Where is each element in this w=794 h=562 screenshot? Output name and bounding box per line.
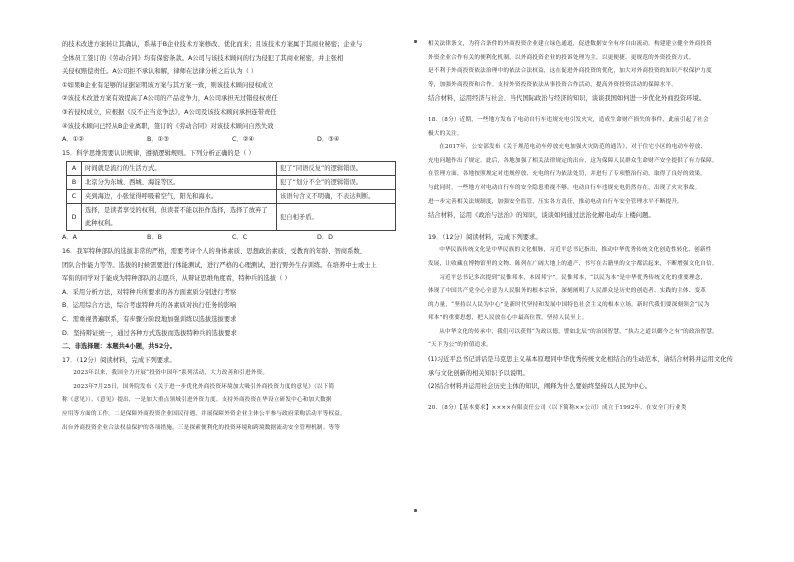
text-line: (1)习近平总书记讲话是马克思主义基本原理同中华优秀传统文化相结合的生动范本，请结合材料并运用文化传 [428, 356, 733, 364]
row-key: A [67, 162, 82, 176]
q18-title: 18．（8分）近期，一些地方发布了电动自行车违规充电引发火灾，造成生命财产损失的事件，此前引起了社会 [428, 116, 709, 123]
row-text: 夹到海边，小张觉得呼吸着空气，阳光和海水。 [82, 190, 277, 204]
text-line: 在2017年，公安部发布《关于规范电动车停放充电加强火灾防范的通告》，对于住宅小区的电动车停放、 [439, 144, 707, 151]
q18-body [428, 141, 734, 209]
q15-table [66, 161, 396, 231]
right-column [428, 38, 734, 415]
binding-mark [414, 509, 417, 512]
q16-text [62, 245, 402, 286]
text-line: 关侵权赔偿责任。A公司拒不承认和解，律师在法律分析之后认为（ ） [62, 68, 258, 76]
text-line: 习近平总书记多次提到“民惟邦本，本固邦宁”。民惟邦本，“以民为本”是中华优秀传统文化的重要理念， [439, 274, 707, 281]
q19-questions [428, 353, 734, 394]
option: A．①② [62, 136, 84, 144]
row-text: 时间就是流行的生活方式。 [82, 162, 277, 176]
q14-intro [62, 38, 402, 79]
list-item: C．需重视普遍联系，有步骤分阶段地加强训练以选拔选拔要求 [62, 315, 237, 323]
text-line: 体现了中国共产党全心全意为人民服务的根本宗旨，深刻阐明了人民群众是历史的创造者、实践的主体、变革 [428, 288, 707, 295]
text-line: 军衔的同学对于能成为特种部队的志愿兵，从辩证思维角度看，特种兵的选拔（ ） [62, 275, 291, 283]
text-line: 是不利于外商投资依法治理中的依法合法权益，这在促进外商投资的优化，加大对外商投资的知识产权保护力度 [428, 68, 712, 75]
q18-question: 结合材料，运用《政治与法治》的知识，谈谈如何通过法治化解电动车上楼问题。 [428, 212, 655, 220]
text-line: 2023年以来，我国全力开展“投资中国年”系列活动，大力改善和引进外资。 [73, 370, 269, 377]
text-line: 2023年7月25日，国务院发布《关于进一步优化外商投资环境加大吸引外商投资力度的意见》（以下简 [73, 383, 335, 390]
option: C．②④ [232, 136, 254, 144]
list-item: ③若侵权成立，应根据《反不正当竞争法》，A公司及该技术顾问承担连带责任 [62, 108, 277, 116]
q19-body [428, 244, 734, 353]
q20-title: 20．（8分）【基本要求】××××有限责任公司（以下简称××公司）成立于1992年，在安全门行业类 [428, 404, 687, 411]
row-key: D [67, 204, 82, 231]
text-line: 邦本”的重要思想，把人民放在心中最高位置，坚持人民至上。 [428, 315, 588, 322]
list-item: ②该技术改进方案有效提高了A公司的产品竞争力，A公司承担无过错侵权责任 [62, 95, 278, 103]
list-item: D．坚持辩证统一，通过各种方式选拔而选拔特种兵的选拔要求 [62, 329, 237, 337]
text-line: 全体员工签订的《劳动合同》均有保密条款。A公司与该技术顾问的行为侵犯了其商业秘密，并主张相 [62, 54, 344, 62]
q15-options [62, 231, 402, 245]
q15-title: 15．科学思维需要认识规律，遵循逻辑规则。下列分析正确的是（ ） [62, 149, 255, 157]
list-item: A．采用分析方法，对特种兵所要求的各方面素质分别进行考察 [62, 288, 237, 296]
q14-options [62, 133, 402, 147]
row-key: B [67, 176, 82, 190]
option: D．③④ [317, 136, 340, 144]
text-line: (2)结合材料并运用社会历史主体的知识，阐释为什么要始终坚持以人民为中心。 [428, 383, 652, 391]
q17-title: 17．（12分）阅读材料，完成下列要求。 [62, 356, 176, 364]
q14-items [62, 79, 402, 133]
text-line: 16．我军特种部队的选拔非常的严格，需要考评个人的身体素质、思想政治素质、受教育的年龄、智商系数、 [62, 247, 366, 255]
q17-question: 结合材料，运用经济与社会、当代国际政治与经济的知识，谈谈我国如何进一步优化外商投资环境。 [428, 95, 706, 103]
table-row [67, 162, 396, 176]
option: A．A [62, 234, 77, 242]
row-judge: 犯自相矛盾。 [277, 204, 396, 231]
text-line: 等，加强外商投资和合作。支持外资投资依法从事投资合作活动，提高外资投资活动的保障水平。 [428, 81, 678, 88]
option: C．C [232, 234, 248, 242]
text-line: 与此同时，一些地方对电动自行车的安全隐患重视不够，电动自行车违规充电仍然存在，出现了火灾事故。 [428, 184, 701, 191]
table-row [67, 190, 396, 204]
text-line: 中华民族传统文化是中华民族的文化根脉，习近平总书记指出，推动中华优秀传统文化创造性转化、创新性 [439, 247, 712, 254]
text-line: 外资企业合作有关的便利化机制，以外商投资企业的投诉处理为主，以更便捷、更规范的外资投资方式。 [428, 54, 695, 61]
table-row [67, 176, 396, 190]
text-line: 从中华文化的传承中，我们可以获得“为政以德，譬如北辰”的治国智慧，“执古之道以御今之有”的政治智慧， [439, 328, 718, 335]
row-key: C [67, 190, 82, 204]
text-line: 出台外商投资企业合法权益保护的各项措施。三是探索便利化的投资环境和跨境数据流动安全管理机制。等等 [62, 424, 341, 431]
text-line: 承与文化创新的相关知识予以说明。 [428, 369, 529, 377]
text-line: 的力量，“坚持以人民为中心”是新时代坚持和发展中国特色社会主义的根本立场。新时代我们要深刻领会“民为 [428, 301, 710, 308]
option: B．B [147, 234, 162, 242]
row-judge: 该语句含义不明确，不表达判断。 [277, 190, 396, 204]
q17-body [62, 367, 402, 435]
q16-items [62, 286, 402, 340]
text-line: 在管理方面，各地按照规定对违规停放、充电的行为依法处罚，并进行了专项整治行动，取得了良好的效果。 [428, 171, 707, 178]
section-heading: 二、非选择题：本题共4小题，共52分。 [62, 343, 176, 351]
q19-title: 19．（12分）阅读材料，完成下列要求。 [428, 233, 542, 241]
option: D．D [317, 234, 333, 242]
text-line: 称《意见》）。《意见》提出，一是加大重点领域引进外资力度。支持外商投资在华设立研发中心和加大数据 [62, 397, 332, 404]
text-line: 进一步完善相关法规制度，加强安全监管，压实各方责任，推动电动自行车安全管理水平不断提升。 [428, 198, 683, 205]
q17-continued [428, 38, 734, 92]
q18-subtitle: 极大的关注。 [428, 130, 463, 137]
text-line: 相关法律条文，为符合条件的外商投资企业建立绿色通道，促进数据安全有序自由流动。构建建立健全外商投资 [428, 41, 712, 47]
row-text: 选择，是读者享受的权利，但读者不能以拒作选择，选择了放弃了此种权利。 [82, 204, 277, 231]
text-line: 的技术改进方案转让其确认，系基于B企业技术方案修改、优化而来；且该技术方案属于其商业秘密；企业与 [62, 41, 363, 48]
row-judge: 犯了“划分不全”的逻辑错误。 [277, 176, 396, 190]
left-column [62, 38, 402, 435]
text-line: “天下为公”的价值追求。 [428, 342, 493, 349]
row-text: 北京分为东城、西城、海淀等区。 [82, 176, 277, 190]
row-judge: 犯了“同语反复”的逻辑错误。 [277, 162, 396, 176]
text-line: 充电问题作出了规定。此后，各地加强了相关法律规定的出台，这为保障人民群众生命财产安全提供了有力保障。 [428, 157, 718, 164]
list-item: B．运用综合方法，综合考虑特种兵的各素质对执行任务的影响 [62, 302, 237, 310]
list-item: ④该技术顾问已经从B企业离职，签订的《劳动合同》对该技术顾问自然失效 [62, 122, 274, 130]
table-row [67, 204, 396, 231]
option: B．①③ [147, 136, 169, 144]
text-line: 发展，让收藏在博物馆里的文物、陈列在广阔大地上的遗产、书写在古籍里的文字都活起来，不断增强文化自信。 [428, 260, 718, 267]
text-line: 团队合作能力等等。选拔的时候需要进行体能测试，进行严格的心理测试，进行野外生存训练。在培养中士或士上 [62, 261, 377, 269]
text-line: 应用等方面的工作。二是保障外商投资企业国民待遇，并展保障外资企业主体公平参与政府采购活动平等权益， [62, 411, 346, 418]
binding-mark [414, 40, 417, 43]
list-item: ①如果B企业有足够的证据证明该方案与其方案一致，则该技术顾问侵权成立 [62, 81, 274, 89]
